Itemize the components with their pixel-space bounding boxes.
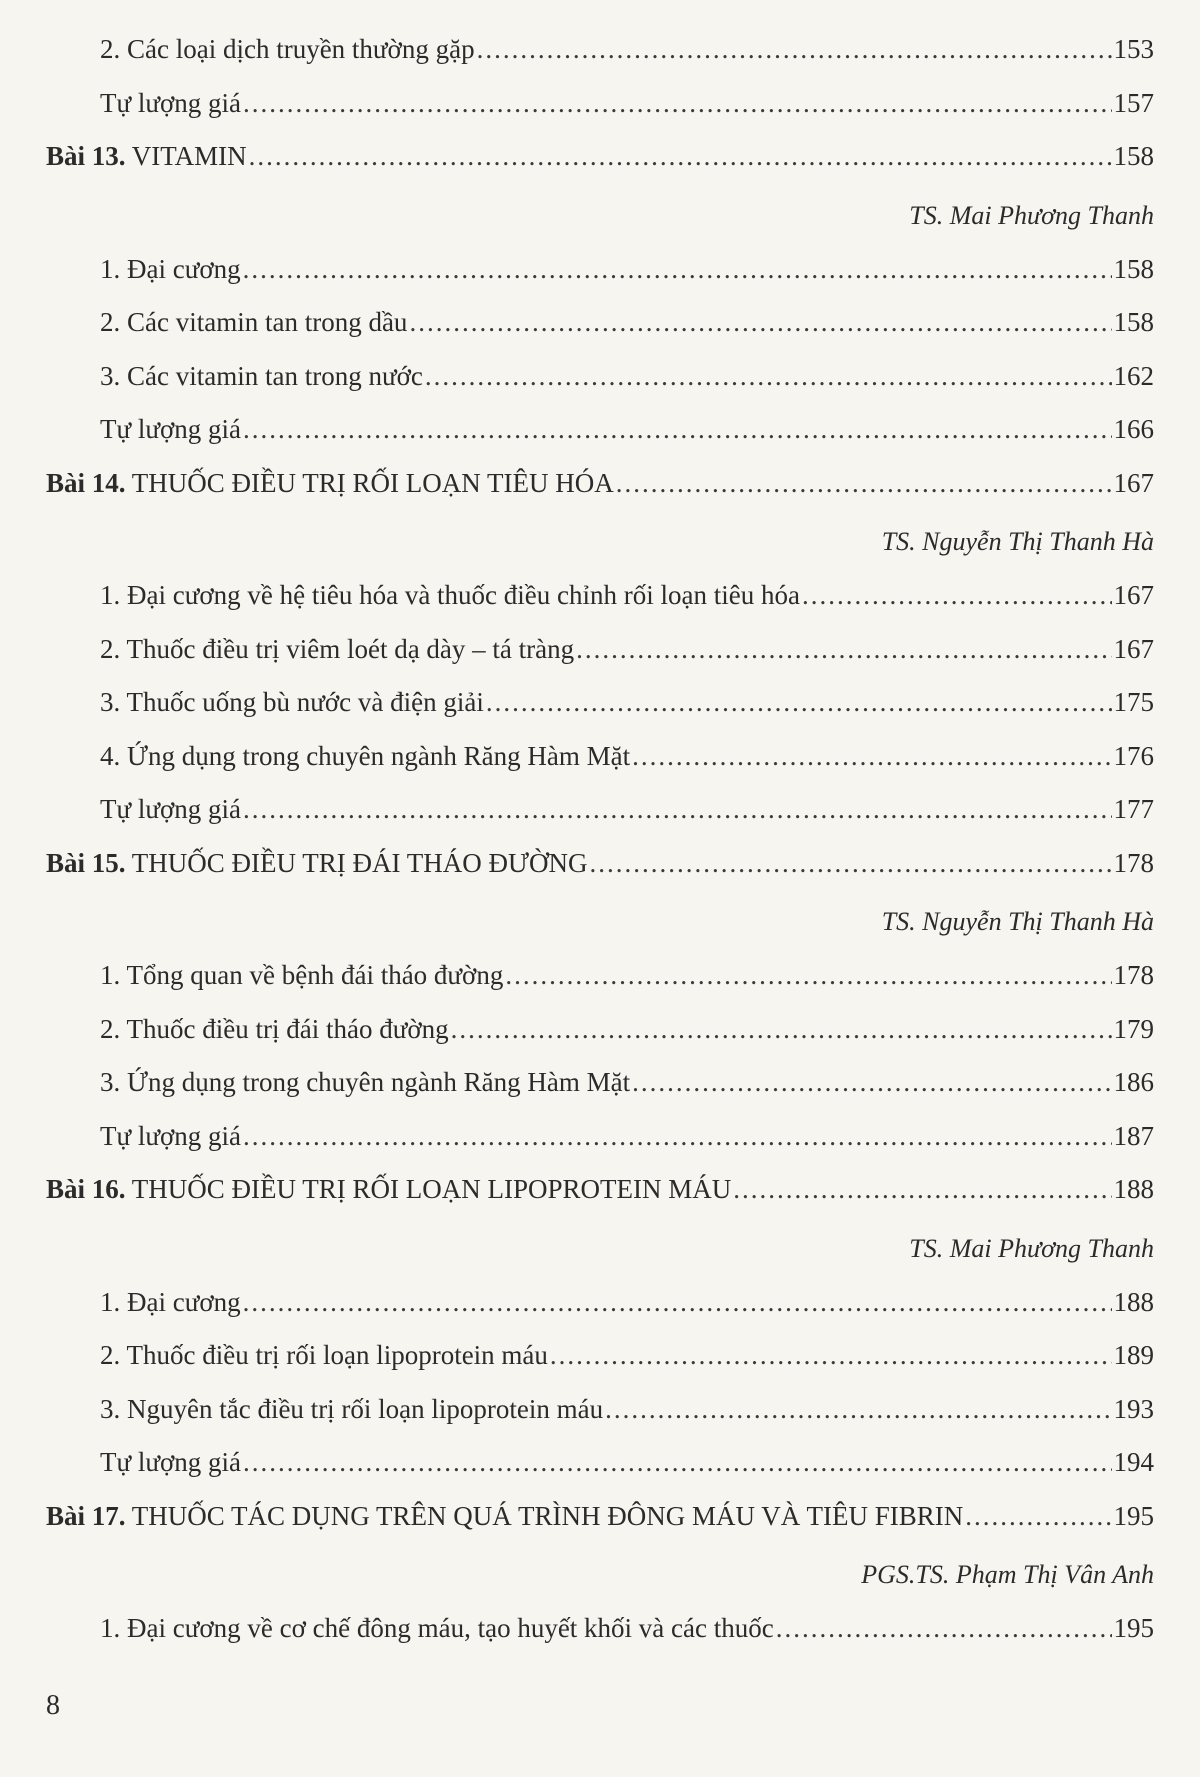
dot-leader: [589, 846, 1111, 880]
toc-page-number: 189: [1113, 1340, 1154, 1370]
toc-author: TS. Nguyễn Thị Thanh Hà: [881, 907, 1154, 936]
toc-page-number: 188: [1113, 1286, 1154, 1317]
toc-lesson-entry[interactable]: [46, 1172, 1154, 1206]
toc-entry-label: 1. Đại cương về cơ chế đông máu, tạo huyết khối và các thuốc: [100, 1613, 774, 1643]
toc-subentry[interactable]: [100, 1285, 1154, 1319]
toc-lesson-entry[interactable]: [46, 1499, 1154, 1533]
toc-page-number: 158: [1113, 141, 1154, 171]
dot-leader: [802, 578, 1112, 612]
lesson-number: Bài 16.: [46, 1174, 126, 1204]
lesson-number: Bài 15.: [46, 847, 126, 878]
toc-author: TS. Mai Phương Thanh: [909, 200, 1154, 230]
toc-subentry[interactable]: [100, 792, 1154, 826]
toc-subentry[interactable]: [100, 1445, 1154, 1479]
toc-page-number: 153: [1113, 34, 1154, 64]
toc-entry-label: 2. Các vitamin tan trong dầu: [100, 307, 408, 337]
dot-leader: [243, 1119, 1111, 1153]
dot-leader: [965, 1499, 1111, 1533]
toc-page-number: 179: [1113, 1013, 1154, 1044]
toc-subentry[interactable]: [100, 1065, 1154, 1099]
toc-subentry[interactable]: [100, 1012, 1154, 1046]
toc-page-number: 162: [1113, 360, 1154, 391]
toc-subentry[interactable]: [100, 1611, 1154, 1645]
toc-entry-label: [46, 846, 587, 880]
dot-leader: [776, 1611, 1112, 1645]
toc-page-number: 178: [1113, 960, 1154, 990]
toc-page-number: 167: [1113, 467, 1154, 498]
toc-page-number: 158: [1113, 253, 1154, 284]
lesson-title: THUỐC ĐIỀU TRỊ RỐI LOẠN LIPOPROTEIN MÁU: [131, 1174, 732, 1204]
dot-leader: [243, 252, 1112, 286]
toc-lesson-entry[interactable]: [46, 139, 1154, 173]
toc-subentry[interactable]: [100, 86, 1154, 120]
toc-entry-label: [46, 139, 247, 173]
dot-leader: [243, 86, 1111, 120]
toc-page-number: 193: [1113, 1393, 1154, 1424]
toc-page-number: 194: [1113, 1447, 1154, 1477]
dot-leader: [243, 1285, 1112, 1319]
toc-page-number: 157: [1113, 87, 1154, 118]
dot-leader: [249, 139, 1112, 173]
toc-entry-label: 1. Đại cương: [100, 253, 241, 284]
dot-leader: [409, 305, 1111, 339]
toc-page-number: 186: [1113, 1067, 1154, 1097]
toc-page-number: 175: [1113, 687, 1154, 717]
page-number: 8: [46, 1690, 60, 1721]
toc-entry-label: Tự lượng giá: [100, 87, 242, 118]
toc-subentry[interactable]: [100, 359, 1154, 393]
toc-entry-label: [46, 1172, 731, 1206]
toc-entry-label: 1. Đại cương: [100, 1286, 241, 1317]
toc-subentry[interactable]: [100, 1119, 1154, 1153]
lesson-title: THUỐC ĐIỀU TRỊ RỐI LOẠN TIÊU HÓA: [131, 467, 614, 498]
toc-page-number: 167: [1113, 633, 1154, 664]
dot-leader: [451, 1012, 1112, 1046]
toc-subentry[interactable]: [100, 578, 1154, 612]
toc-entry-label: 1. Đại cương về hệ tiêu hóa và thuốc điều chỉnh rối loạn tiêu hóa: [100, 580, 800, 610]
toc-entry-label: Tự lượng giá: [100, 794, 242, 824]
toc-entry-label: 3. Thuốc uống bù nước và điện giải: [100, 687, 484, 717]
toc-entry-label: 1. Tổng quan về bệnh đái tháo đường: [100, 960, 504, 990]
dot-leader: [505, 958, 1111, 992]
toc-entry-label: 3. Ứng dụng trong chuyên ngành Răng Hàm Mặt: [100, 1067, 631, 1097]
toc-page-number: 195: [1113, 1613, 1154, 1643]
dot-leader: [486, 685, 1112, 719]
lesson-number: Bài 14.: [46, 467, 126, 498]
toc-entry-label: Tự lượng giá: [100, 1447, 242, 1477]
toc-entry-label: 3. Các vitamin tan trong nước: [100, 360, 423, 391]
dot-leader: [605, 1392, 1111, 1426]
toc-entry-label: 2. Thuốc điều trị rối loạn lipoprotein máu: [100, 1340, 548, 1370]
toc-subentry[interactable]: [100, 632, 1154, 666]
toc-page-number: 195: [1113, 1500, 1154, 1531]
toc-subentry[interactable]: [100, 739, 1154, 773]
dot-leader: [477, 32, 1112, 66]
toc-entry-label: 2. Các loại dịch truyền thường gặp: [100, 34, 475, 64]
toc-page-number: 177: [1113, 794, 1154, 824]
toc-entry-label: 4. Ứng dụng trong chuyên ngành Răng Hàm Mặt: [100, 740, 631, 771]
toc-subentry[interactable]: [100, 1392, 1154, 1426]
dot-leader: [632, 739, 1111, 773]
toc-subentry[interactable]: [100, 958, 1154, 992]
toc-author: TS. Mai Phương Thanh: [909, 1233, 1154, 1263]
toc-author: PGS.TS. Phạm Thị Vân Anh: [861, 1560, 1154, 1589]
toc-entry-label: 2. Thuốc điều trị viêm loét dạ dày – tá tràng: [100, 633, 575, 664]
dot-leader: [576, 632, 1111, 666]
toc-entry-label: Tự lượng giá: [100, 1120, 242, 1151]
dot-leader: [425, 359, 1112, 393]
toc-subentry[interactable]: [100, 252, 1154, 286]
toc-author: TS. Nguyễn Thị Thanh Hà: [881, 527, 1154, 556]
lesson-title: VITAMIN: [131, 141, 247, 171]
toc-subentry[interactable]: [100, 305, 1154, 339]
dot-leader: [243, 792, 1111, 826]
toc-lesson-entry[interactable]: [46, 466, 1154, 500]
toc-page-number: 176: [1113, 740, 1154, 771]
toc-page-number: 167: [1113, 580, 1154, 610]
toc-lesson-entry[interactable]: [46, 846, 1154, 880]
toc-subentry[interactable]: [100, 412, 1154, 446]
toc-page-number: 158: [1113, 307, 1154, 337]
lesson-number: Bài 17.: [46, 1500, 126, 1531]
dot-leader: [616, 466, 1112, 500]
dot-leader: [243, 412, 1111, 446]
lesson-title: THUỐC ĐIỀU TRỊ ĐÁI THÁO ĐƯỜNG: [131, 847, 588, 878]
dot-leader: [243, 1445, 1111, 1479]
toc-subentry[interactable]: [100, 32, 1154, 66]
dot-leader: [632, 1065, 1111, 1099]
toc-page-number: 178: [1113, 847, 1154, 878]
toc-entry-label: 3. Nguyên tắc điều trị rối loạn lipoprotein máu: [100, 1393, 604, 1424]
toc-page-number: 188: [1113, 1174, 1154, 1204]
toc-entry-label: Tự lượng giá: [100, 414, 242, 444]
toc-page-number: 187: [1113, 1120, 1154, 1151]
dot-leader: [733, 1172, 1111, 1206]
lesson-title: THUỐC TÁC DỤNG TRÊN QUÁ TRÌNH ĐÔNG MÁU VÀ TIÊU FIBRIN: [131, 1500, 964, 1531]
toc-entry-label: 2. Thuốc điều trị đái tháo đường: [100, 1013, 449, 1044]
toc-page-number: 166: [1113, 414, 1154, 444]
toc-subentry[interactable]: [100, 685, 1154, 719]
lesson-number: Bài 13.: [46, 141, 126, 171]
dot-leader: [550, 1338, 1112, 1372]
toc-entry-label: [46, 1499, 963, 1533]
toc-subentry[interactable]: [100, 1338, 1154, 1372]
toc-entry-label: [46, 466, 614, 500]
